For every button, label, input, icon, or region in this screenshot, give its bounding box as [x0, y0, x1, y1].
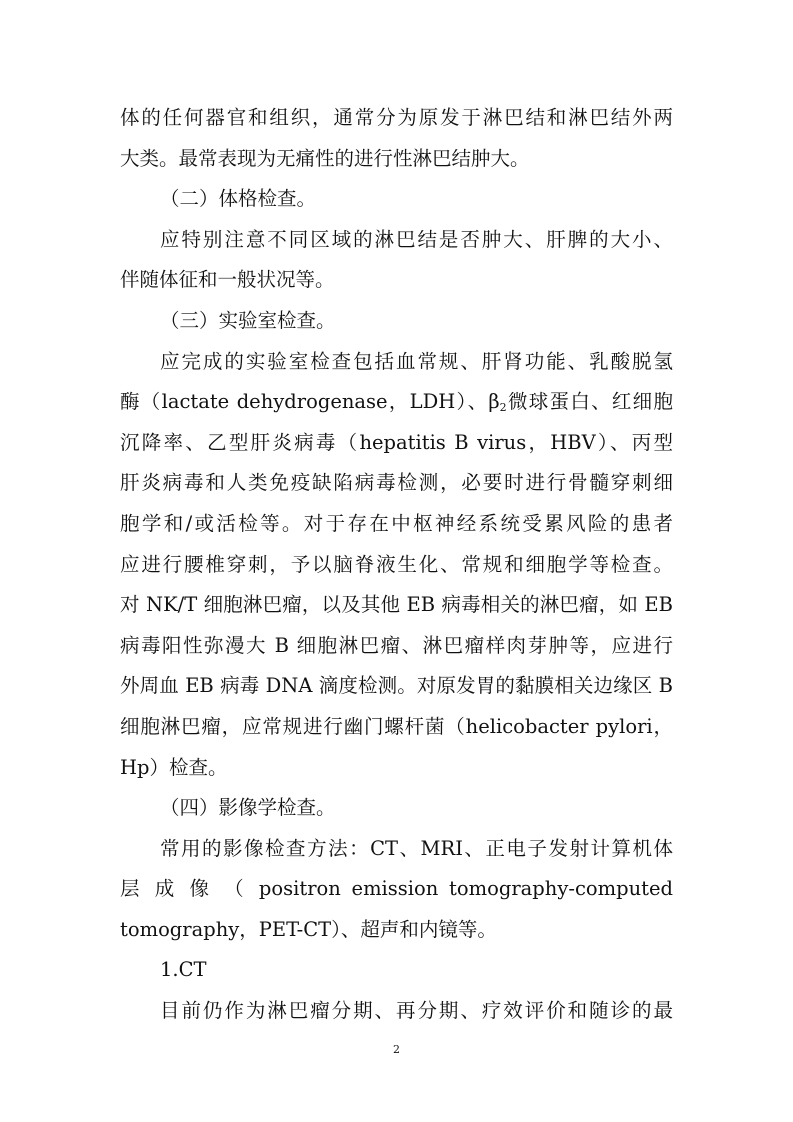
text-line: 目前仍作为淋巴瘤分期、再分期、疗效评价和随诊的最 [160, 999, 673, 1023]
text-line: 细胞淋巴瘤，应常规进行幽门螺杆菌（helicobacter pylori， [120, 714, 673, 738]
body-text [120, 98, 673, 1032]
subscript: 2 [499, 401, 507, 415]
text-segment: 微球蛋白、红细胞 [506, 390, 673, 414]
page-number: 2 [393, 1043, 400, 1056]
text-line: （四）影像学检查。 [160, 796, 336, 820]
text-line [120, 382, 673, 423]
text-line: （二）体格检查。 [160, 187, 317, 211]
text-line: 层 成 像 （ positron emission tomography-computed [120, 877, 673, 901]
text-line: 胞学和/或活检等。对于存在中枢神经系统受累风险的患者 [120, 511, 673, 535]
text-segment: 酶（lactate dehydrogenase，LDH）、β [120, 390, 500, 414]
text-line: 常用的影像检查方法：CT、MRI、正电子发射计算机体 [160, 836, 673, 860]
text-line: 应特别注意不同区域的淋巴结是否肿大、肝脾的大小、 [160, 227, 673, 251]
text-line: 伴随体征和一般状况等。 [120, 268, 335, 292]
text-line: 应进行腰椎穿刺，予以脑脊液生化、常规和细胞学等检查。 [120, 552, 673, 576]
text-line: 病毒阳性弥漫大 B 细胞淋巴瘤、淋巴瘤样肉芽肿等，应进行 [120, 633, 673, 657]
text-line: 对 NK/T 细胞淋巴瘤，以及其他 EB 病毒相关的淋巴瘤，如 EB [120, 593, 673, 617]
text-line: Hp）检查。 [120, 755, 228, 779]
text-line: 外周血 EB 病毒 DNA 滴度检测。对原发胃的黏膜相关边缘区 B [120, 674, 673, 698]
text-line: 肝炎病毒和人类免疫缺陷病毒检测，必要时进行骨髓穿刺细 [120, 471, 673, 495]
text-line: 大类。最常表现为无痛性的进行性淋巴结肿大。 [120, 146, 530, 170]
text-line: （三）实验室检查。 [160, 308, 336, 332]
text-line: tomography，PET-CT）、超声和内镜等。 [120, 917, 497, 941]
text-line: 应完成的实验室检查包括血常规、肝肾功能、乳酸脱氢 [160, 349, 673, 373]
text-line: 沉降率、乙型肝炎病毒（hepatitis B virus，HBV）、丙型 [120, 430, 673, 454]
text-line: 体的任何器官和组织，通常分为原发于淋巴结和淋巴结外两 [120, 106, 673, 129]
text-line: 1.CT [160, 958, 207, 982]
